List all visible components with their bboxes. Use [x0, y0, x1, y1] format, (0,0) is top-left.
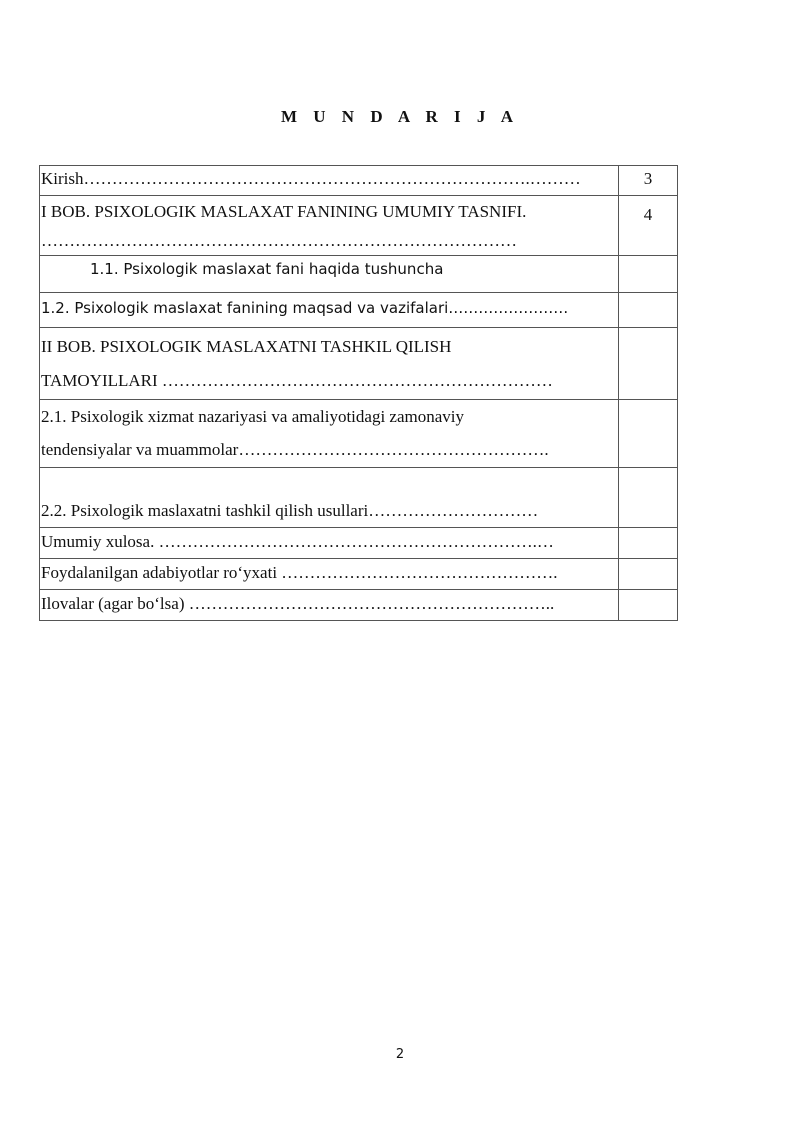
toc-entry-text: 1.1. Psixologik maslaxat fani haqida tushuncha [90, 260, 444, 278]
toc-row [40, 528, 678, 559]
toc-entry [40, 590, 619, 621]
toc-page-number [619, 400, 678, 468]
toc-page-number [619, 559, 678, 590]
toc-page-number [619, 468, 678, 528]
toc-entry [40, 468, 619, 528]
toc-entry [40, 328, 619, 400]
toc-entry-text: II BOB. PSIXOLOGIK MASLAXATNI TASHKIL QILISH [41, 337, 452, 356]
toc-entry-text: TAMOYILLARI …………………………………………………………… [41, 371, 553, 390]
toc-entry [40, 400, 619, 468]
toc-entry-text: 2.2. Psixologik maslaxatni tashkil qilish usullari………………………… [41, 501, 539, 520]
toc-row [40, 196, 678, 256]
toc-row [40, 590, 678, 621]
toc-entry [40, 256, 619, 293]
toc-page-number [619, 528, 678, 559]
toc-entry-text: Kirish…………………………………………………………………….……… [41, 169, 581, 188]
toc-entry-text: Ilovalar (agar bo‘lsa) ……………………………………………………….. [41, 594, 555, 613]
toc-entry-leader: ………………………………………………………………………… [41, 231, 517, 250]
table-of-contents [39, 165, 678, 621]
toc-row [40, 559, 678, 590]
toc-row [40, 328, 678, 400]
toc-entry-text: 2.1. Psixologik xizmat nazariyasi va amaliyotidagi zamonaviy [41, 407, 465, 426]
toc-entry-text: Umumiy xulosa. ………………………………………………………….… [41, 532, 554, 551]
toc-row [40, 166, 678, 196]
toc-page-number [619, 256, 678, 293]
toc-page-number: 4 [619, 196, 678, 256]
toc-entry-text: Foydalanilgan adabiyotlar ro‘yxati …………………………………………. [41, 563, 558, 582]
toc-row [40, 256, 678, 293]
toc-page-number [619, 293, 678, 328]
toc-entry-text: 1.2. Psixologik maslaxat fanining maqsad va vazifalari…………………… [41, 299, 569, 317]
toc-entry [40, 293, 619, 328]
toc-entry [40, 528, 619, 559]
toc-entry-text: tendensiyalar va muammolar………………………………………………. [41, 440, 549, 459]
toc-page-number [619, 590, 678, 621]
page-number: 2 [395, 1047, 405, 1062]
toc-entry-text: I BOB. PSIXOLOGIK MASLAXAT FANINING UMUMIY TASNIFI. [41, 202, 527, 221]
toc-row [40, 400, 678, 468]
toc-entry [40, 559, 619, 590]
toc-page-number: 3 [619, 166, 678, 196]
toc-row [40, 293, 678, 328]
toc-entry [40, 196, 619, 256]
toc-entry [40, 166, 619, 196]
document-heading: M U N D A R I J A [280, 107, 519, 126]
toc-row [40, 468, 678, 528]
toc-page-number [619, 328, 678, 400]
